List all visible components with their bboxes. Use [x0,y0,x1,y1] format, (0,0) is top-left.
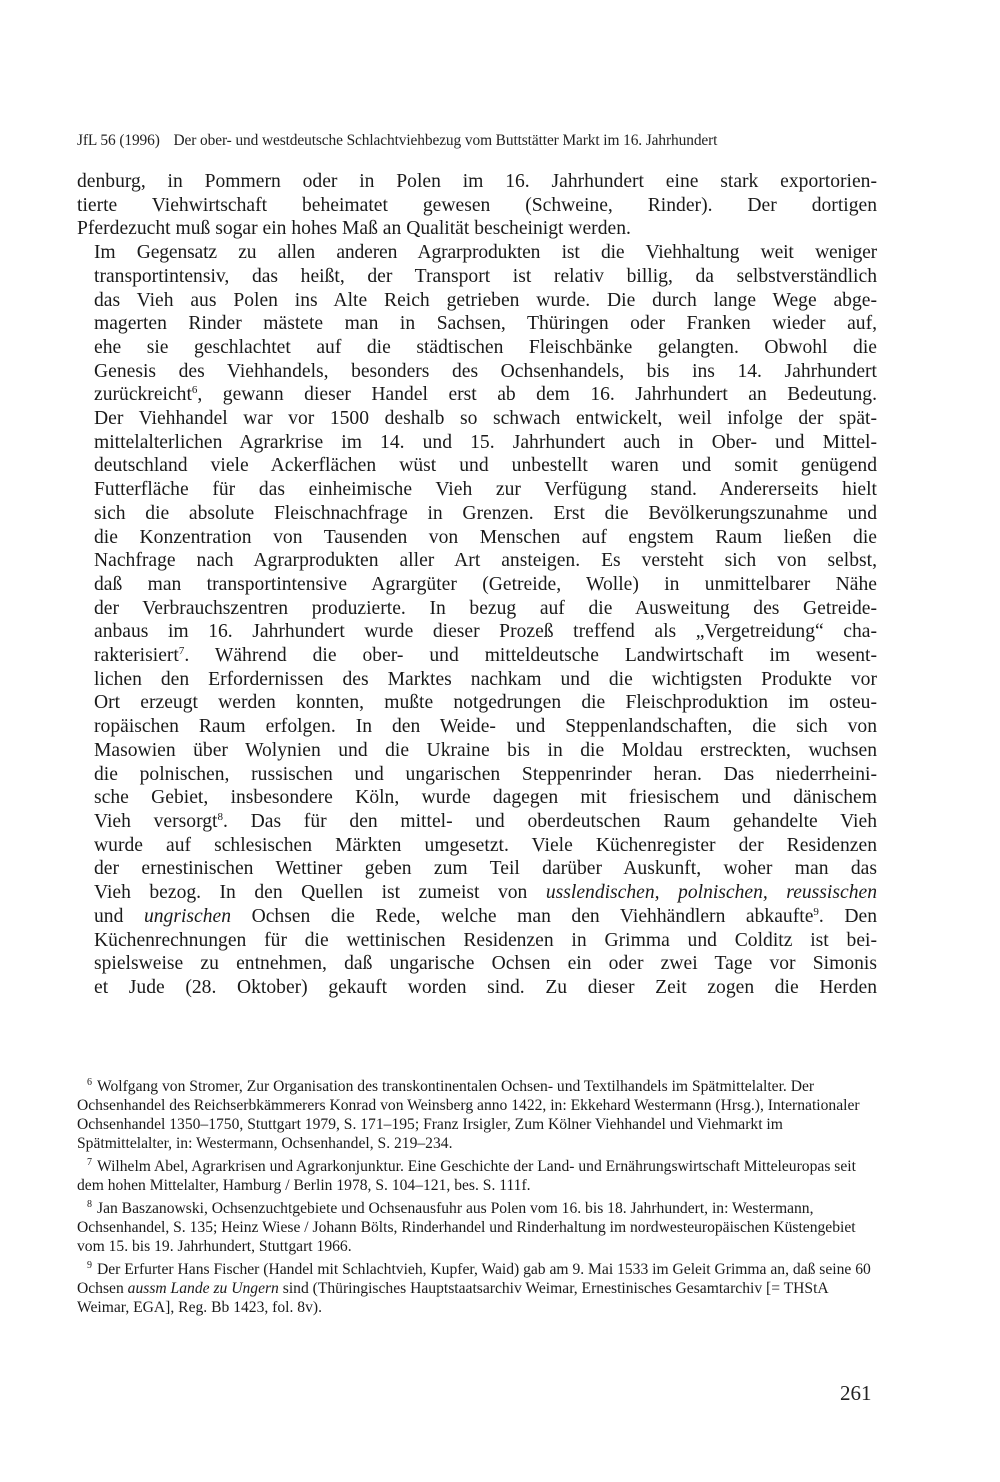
text-line: sich die absolute Fleischnachfrage in Grenzen. Erst die Bevölkerungszunahme und [94,502,877,524]
text-run: rakterisiert [94,645,179,667]
footnote-mark: 9 [87,1260,92,1271]
text-line: ropäischen Raum erfolgen. In den Weide- und Steppenlandschaften, die sich von [94,716,877,738]
text-line: denburg, in Pommern oder in Polen im 16. Jahrhundert eine stark exportorien- [77,171,877,192]
footnote-8 [77,1199,877,1256]
text-run: . Den [818,905,877,927]
text-line: Küchenrechnungen für die wettinischen Residenzen in Grimma und Colditz ist bei- [94,929,877,951]
text-line: Pferdezucht muß sogar ein hohes Maß an Qualität bescheinigt werden. [77,218,631,240]
text-line [77,881,877,905]
footnote-text: Wolfgang von Stromer, Zur Organisation des transkontinentalen Ochsen- und Textilhandels im Spätmittelalter. Der Ochsenhandel des Reichserbkämmerers Konrad von Weinsberg anno 1422, in: Ekkehard Westermann (Hrsg.), Internationaler Ochsenhandel 1350–1750, Stuttgart 1979, S. 171–195; Franz Irsigler, Zum Kölner Viehhandel und Viehmarkt im Spätmittelalter, in: Westermann, Ochsenhandel, S. 219–234. [77,1078,860,1152]
text-line [77,383,877,407]
text-line: wurde auf schlesischen Märkten umgesetzt. Viele Küchenregister der Residenzen [94,834,877,856]
footnote-ref-9[interactable]: 9 [813,905,819,918]
text-run: zurückreicht [94,384,192,406]
text-run: und [94,905,144,927]
text-line: deutschland viele Ackerflächen wüst und unbestellt waren und somit genügend [94,455,877,477]
text-run: , gewann dieser Handel erst ab dem 16. Jahrhundert an Bedeutung. [197,384,877,406]
text-line [77,905,877,929]
paragraph [77,241,877,1000]
text-line: die polnischen, russischen und ungarischen Steppenrinder heran. Das niederrheini- [94,763,877,785]
footnotes-section [77,1077,877,1321]
text-run: . Während die ober- und mitteldeutsche Landwirtschaft im wesent- [184,645,877,667]
footnote-ref-8[interactable]: 8 [217,810,223,823]
text-line: der Verbrauchszentren produzierte. In bezug auf die Ausweitung des Getreide- [94,597,877,619]
text-line [77,810,877,834]
text-line [77,644,877,668]
text-line: tierte Viehwirtschaft beheimatet gewesen (Schweine, Rinder). Der dortigen [77,194,877,216]
text-line: spielsweise zu entnehmen, daß ungarische Ochsen ein oder zwei Tage vor Simonis [94,953,877,975]
text-line: die Konzentration von Tausenden von Menschen auf engstem Raum ließen die [94,526,877,548]
text-run: Ochsen die Rede, welche man den Viehhändlern abkaufte [231,905,814,927]
main-text [77,170,877,1000]
text-line: Masowien über Wolynien und die Ukraine bis in die Moldau erstreckten, wuchsen [94,739,877,761]
footnote-ref-6[interactable]: 6 [191,384,198,397]
text-line: anbaus im 16. Jahrhundert wurde dieser Prozeß treffend als „Vergetreidung“ cha- [94,621,877,643]
page-number: 261 [840,1381,872,1405]
footnote-text: Wilhelm Abel, Agrarkrisen und Agrarkonjunktur. Eine Geschichte der Land- und Ernährungswirtschaft Mitteleuropas seit dem hohen Mittelalter, Hamburg / Berlin 1978, S. 104–121, bes. S. 111f. [77,1158,856,1194]
text-line: Der Viehhandel war vor 1500 deshalb so schwach entwickelt, weil infolge der spät- [94,408,877,430]
footnote-ref-7[interactable]: 7 [178,645,185,658]
footnote-mark: 7 [87,1157,92,1168]
text-line: et Jude (28. Oktober) gekauft worden sind. Zu dieser Zeit zogen die Herden [94,976,877,998]
journal-citation: JfL 56 (1996) [77,132,160,149]
text-run: . Das für den mittel- und oberdeutschen Raum gehandelte Vieh [222,810,877,832]
text-line: das Vieh aus Polen ins Alte Reich getrieben wurde. Die durch lange Wege abge- [94,289,877,311]
text-line: ehe sie geschlachtet auf die städtischen Fleischbänke gelangten. Obwohl die [94,336,877,358]
text-line: lichen den Erfordernissen des Marktes nachkam und die wichtigsten Produkte vor [94,668,877,690]
text-line: sche Gebiet, insbesondere Köln, wurde dagegen mit friesischem und dänischem [94,787,877,809]
text-line: Ort erzeugt werden konnten, mußte notgedrungen die Fleischproduktion im osteu- [94,692,877,714]
text-line: Genesis des Viehhandels, besonders des Ochsenhandels, bis ins 14. Jahrhundert [94,360,877,382]
text-line: mittelalterlichen Agrarkrise im 14. und 15. Jahrhundert auch in Ober- und Mittel- [94,431,877,453]
footnote-mark: 6 [87,1077,92,1088]
footnote-7 [77,1157,877,1195]
text-line: Futterfläche für das einheimische Vieh zur Verfügung stand. Andererseits hielt [94,479,877,501]
text-run: Vieh bezog. In den Quellen ist zumeist von [94,882,546,904]
footnote-text: Der Erfurter Hans Fischer (Handel mit Schlachtvieh, Kupfer, Waid) gab am 9. Mai 1533 im Geleit Grimma an, daß seine 60 Ochsen [77,1261,871,1297]
text-line: der ernestinischen Wettiner geben zum Teil darüber Auskunft, woher man das [94,858,877,880]
text-line: Nachfrage nach Agrarprodukten aller Art ansteigen. Es versteht sich von selbst, [94,550,877,572]
running-header [77,131,877,151]
italic-text: aussm Lande zu Ungern [127,1280,279,1297]
text-line: daß man transportintensive Agrargüter (Getreide, Wolle) in unmittelbarer Nähe [94,573,877,595]
footnote-6 [77,1077,877,1153]
footnote-mark: 8 [87,1199,92,1210]
italic-text: usslendischen, polnischen, reussischen [545,882,877,904]
text-run: Vieh versorgt [94,810,218,832]
footnote-9 [77,1260,877,1317]
footnote-text: sind (Thüringisches Hauptstaatsarchiv Weimar, Ernestinisches Gesamtarchiv [= THStA Weimar, EGA], Reg. Bb 1423, fol. 8v). [77,1280,828,1316]
text-line: magerten Rinder mästete man in Sachsen, Thüringen oder Franken wieder auf, [94,313,877,335]
footnote-text: Jan Baszanowski, Ochsenzuchtgebiete und Ochsenausfuhr aus Polen vom 16. bis 18. Jahrhundert, in: Westermann, Ochsenhandel, S. 135; Heinz Wiese / Johann Bölts, Rinderhandel und Rinderhaltung im nordwesteuropäischen Küstengebiet vom 15. bis 19. Jahrhundert, Stuttgart 1966. [77,1200,856,1255]
italic-text: ungrischen [143,905,232,927]
text-line: transportintensiv, das heißt, der Transport ist relativ billig, da selbstverständlich [94,265,877,287]
paragraph [77,170,877,241]
text-line: Im Gegensatz zu allen anderen Agrarprodukten ist die Viehhaltung weit weniger [94,242,877,264]
running-title: Der ober- und westdeutsche Schlachtviehbezug vom Buttstätter Markt im 16. Jahrhundert [173,132,718,149]
